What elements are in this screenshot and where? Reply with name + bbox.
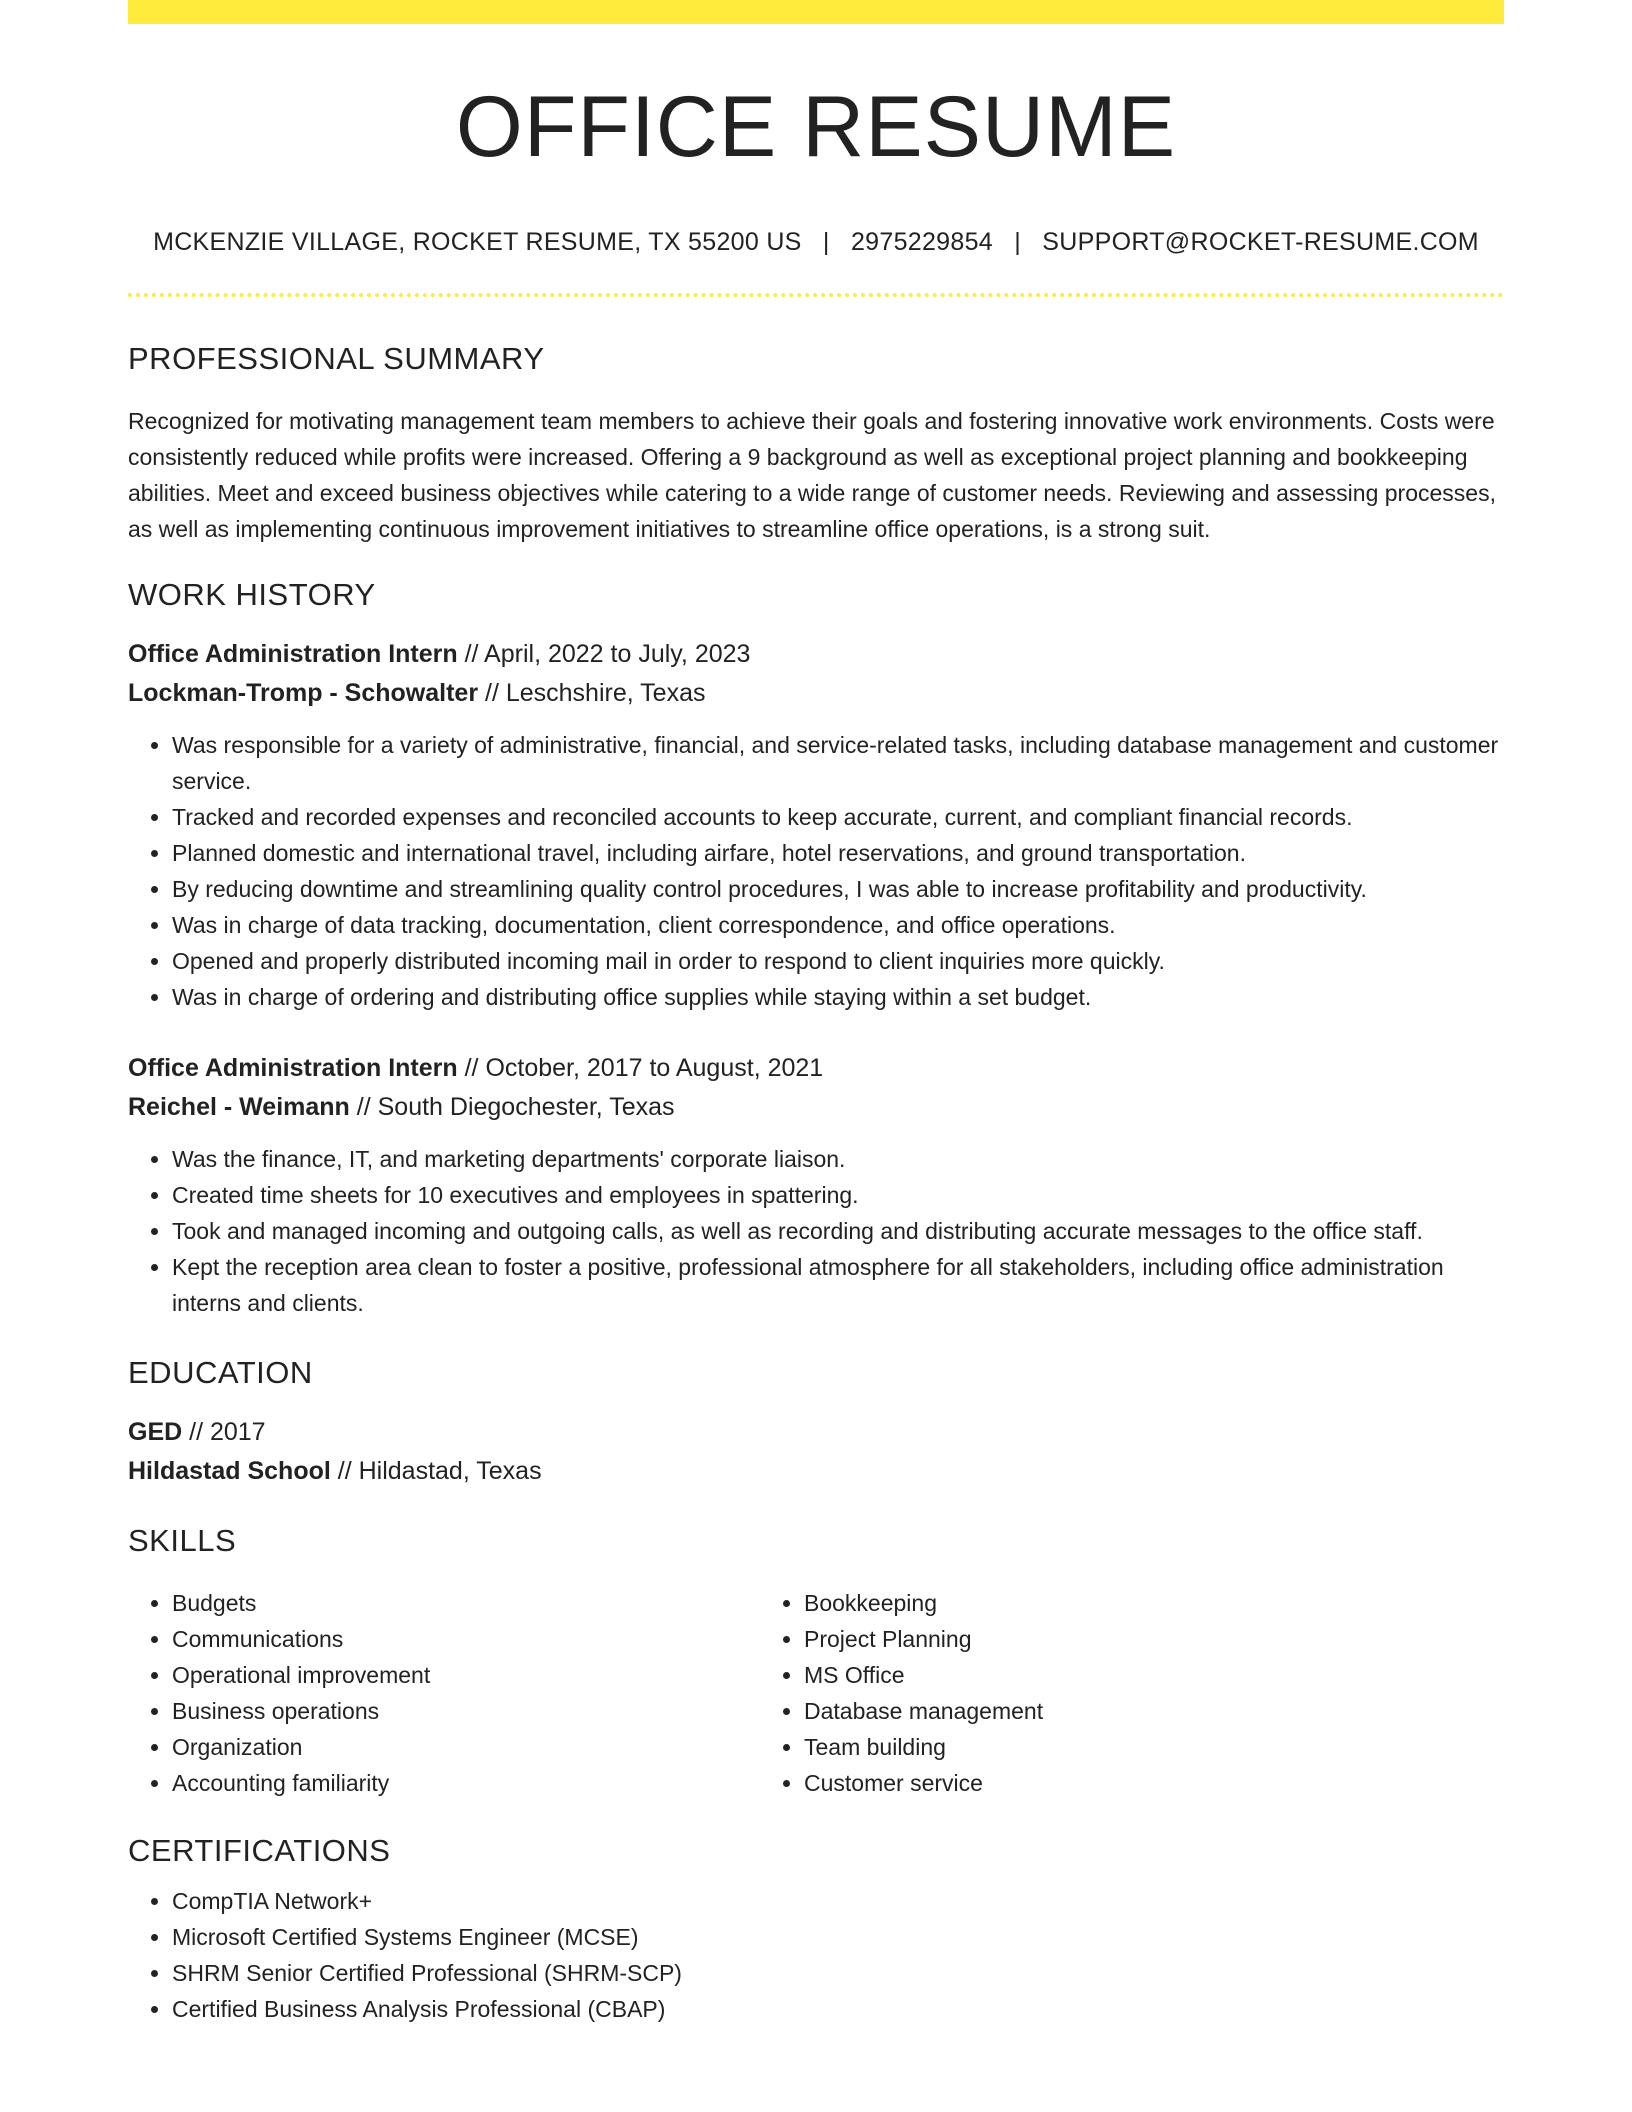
skill-item: • Database management (804, 1693, 1392, 1729)
list-item: • Tracked and recorded expenses and reconciled accounts to keep accurate, current, and compliant financial records. (172, 799, 1504, 835)
skills-grid (128, 1585, 1504, 1801)
education-location: // Hildastad, Texas (330, 1457, 542, 1485)
education-degree-line (128, 1413, 1504, 1452)
certifications-list (128, 1883, 1504, 2027)
list-item: • Was in charge of data tracking, documentation, client correspondence, and office operations. (172, 907, 1504, 943)
skill-item: • Business operations (172, 1693, 760, 1729)
list-item: • By reducing downtime and streamlining quality control procedures, I was able to increase profitability and productivity. (172, 871, 1504, 907)
job-title-line (128, 635, 1504, 674)
skill-item: • MS Office (804, 1657, 1392, 1693)
certification-item: • Microsoft Certified Systems Engineer (MCSE) (172, 1919, 1504, 1955)
list-item: • Took and managed incoming and outgoing calls, as well as recording and distributing accurate messages to the office staff. (172, 1213, 1504, 1249)
list-item: • Planned domestic and international travel, including airfare, hotel reservations, and ground transportation. (172, 835, 1504, 871)
section-title-summary: PROFESSIONAL SUMMARY (128, 341, 545, 376)
skill-item: • Team building (804, 1729, 1392, 1765)
list-item: • Was in charge of ordering and distributing office supplies while staying within a set budget. (172, 979, 1504, 1015)
job-bullet-list (128, 1141, 1504, 1321)
contact-separator: | (1014, 228, 1022, 256)
section-title-certifications: CERTIFICATIONS (128, 1833, 391, 1868)
certification-item: • Certified Business Analysis Professional (CBAP) (172, 1991, 1504, 2027)
skill-item: • Communications (172, 1621, 760, 1657)
job-company-line (128, 674, 1504, 713)
education-year: // 2017 (182, 1418, 266, 1446)
education-school: Hildastad School (128, 1457, 331, 1485)
job-role: Office Administration Intern (128, 1054, 458, 1082)
list-item: • Created time sheets for 10 executives and employees in spattering. (172, 1177, 1504, 1213)
skill-item: • Accounting familiarity (172, 1765, 760, 1801)
contact-line (128, 228, 1504, 257)
section-title-work-history: WORK HISTORY (128, 577, 376, 612)
skills-column-right (760, 1585, 1392, 1801)
education-school-line (128, 1452, 1504, 1491)
contact-phone: 2975229854 (850, 228, 993, 256)
list-item: • Kept the reception area clean to foster a positive, professional atmosphere for all stakeholders, including office administration interns and clients. (172, 1249, 1504, 1321)
section-title-education: EDUCATION (128, 1355, 313, 1390)
skill-item: • Budgets (172, 1585, 760, 1621)
job-entry (128, 1049, 1504, 1321)
job-entry (128, 635, 1504, 1015)
job-company-line (128, 1088, 1504, 1127)
resume-page (128, 0, 1504, 2027)
summary-text: Recognized for motivating management team members to achieve their goals and fostering innovative work environments. Costs were consistently reduced while profits were increased. Offering a 9 background as well as exceptional project planning and bookkeeping abilities. Meet and exceed business objectives while catering to a wide range of customer needs. Reviewing and assessing processes, as well as implementing continuous improvement initiatives to streamline office operations, is a strong suit. (128, 408, 1496, 542)
certification-item: • CompTIA Network+ (172, 1883, 1504, 1919)
list-item: • Opened and properly distributed incoming mail in order to respond to client inquiries more quickly. (172, 943, 1504, 979)
job-location: // South Diegochester, Texas (349, 1093, 675, 1121)
list-item: • Was responsible for a variety of administrative, financial, and service-related tasks, including database management and customer service. (172, 727, 1504, 799)
skill-item: • Customer service (804, 1765, 1392, 1801)
contact-address: MCKENZIE VILLAGE, ROCKET RESUME, TX 55200 US (153, 228, 802, 256)
job-dates: // April, 2022 to July, 2023 (457, 640, 751, 668)
education-degree: GED (128, 1418, 183, 1446)
contact-email: SUPPORT@ROCKET-RESUME.COM (1042, 228, 1479, 256)
job-company: Lockman-Tromp - Schowalter (128, 679, 479, 707)
job-role: Office Administration Intern (128, 640, 458, 668)
job-location: // Leschshire, Texas (478, 679, 706, 707)
skills-column-left (128, 1585, 760, 1801)
job-bullet-list (128, 727, 1504, 1015)
resume-name: OFFICE RESUME (455, 79, 1177, 175)
job-dates: // October, 2017 to August, 2021 (457, 1054, 824, 1082)
skill-item: • Organization (172, 1729, 760, 1765)
job-company: Reichel - Weimann (128, 1093, 350, 1121)
skill-item: • Project Planning (804, 1621, 1392, 1657)
section-title-skills: SKILLS (128, 1523, 237, 1558)
list-item: • Was the finance, IT, and marketing departments' corporate liaison. (172, 1141, 1504, 1177)
accent-top-bar (128, 0, 1504, 24)
skill-item: • Operational improvement (172, 1657, 760, 1693)
certification-item: • SHRM Senior Certified Professional (SHRM-SCP) (172, 1955, 1504, 1991)
skill-item: • Bookkeeping (804, 1585, 1392, 1621)
dotted-divider (128, 293, 1504, 297)
job-title-line (128, 1049, 1504, 1088)
contact-separator: | (822, 228, 830, 256)
